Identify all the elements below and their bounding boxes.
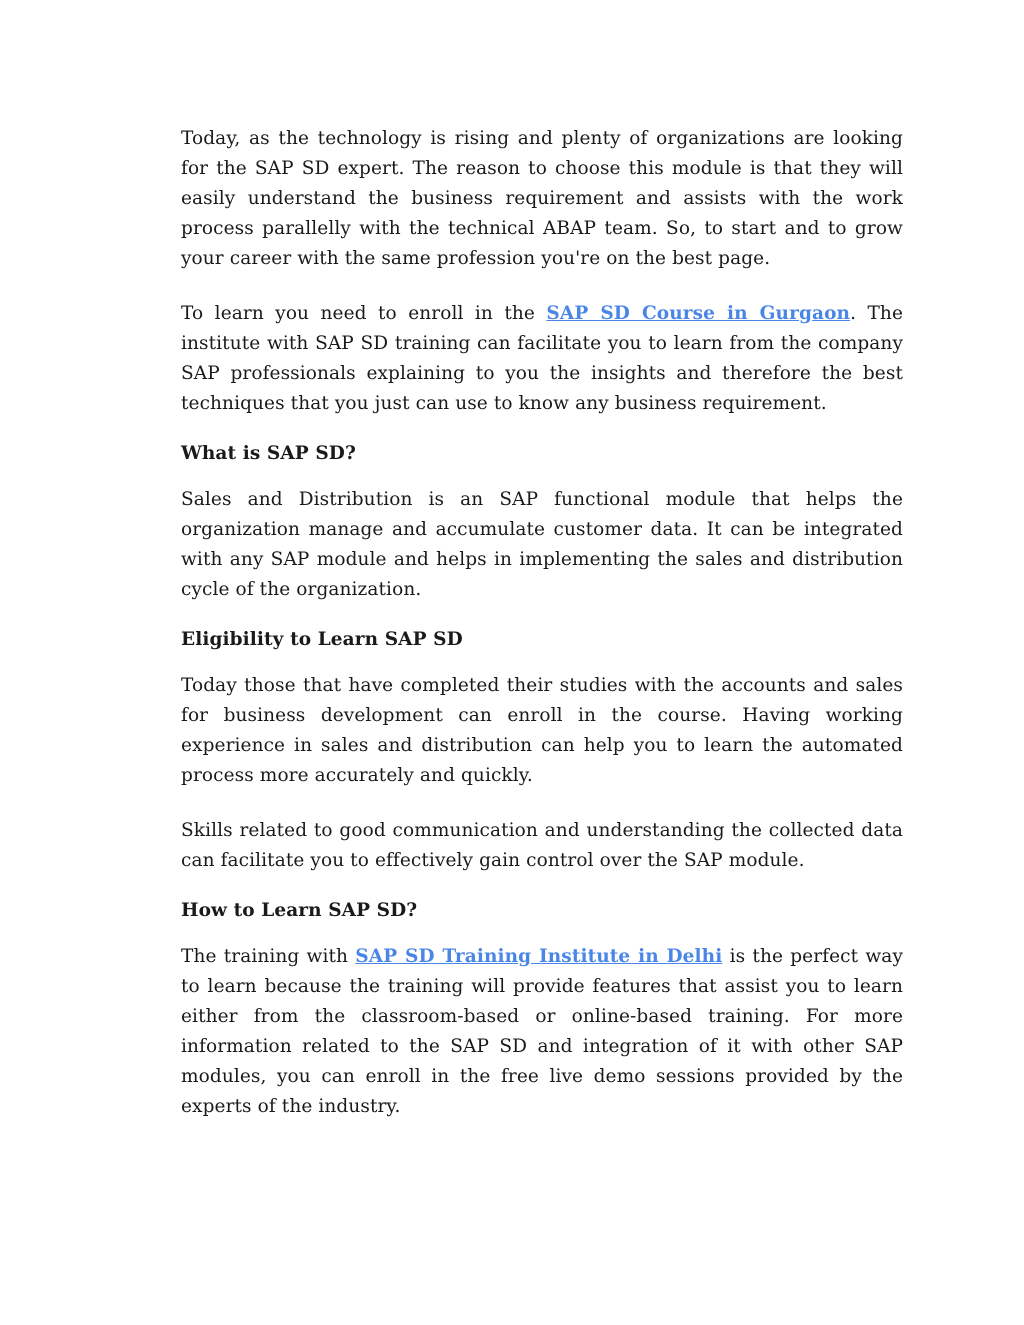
intro-paragraph: Today, as the technology is rising and plenty of organizations are looking for the SAP SD expert. The reason to choose this module is that they will easily understand the business requirement and assists with the work process parallelly with the technical ABAP team. So, to start and to grow your career with the same profession you're on the best page. bbox=[181, 128, 903, 269]
how-text-before: The training with bbox=[181, 946, 356, 967]
eligibility-paragraph-1: Today those that have completed their studies with the accounts and sales for business development can enroll in the course. Having working experience in sales and distribution can help you to learn the automated process more accurately and quickly. bbox=[181, 675, 903, 786]
how-to-paragraph bbox=[181, 942, 903, 1122]
how-text-after: is the perfect way to learn because the training will provide features that assist you to learn either from the classroom-based or online-based training. For more information related to the SAP SD and integration of it with other SAP modules, you can enroll in the free live demo sessions provided by the experts of the industry. bbox=[181, 946, 903, 1117]
sap-sd-course-gurgaon-link[interactable]: SAP SD Course in Gurgaon bbox=[546, 303, 851, 324]
what-is-heading: What is SAP SD? bbox=[181, 443, 356, 464]
eligibility-heading: Eligibility to Learn SAP SD bbox=[181, 629, 463, 650]
enroll-text-after: . The institute with SAP SD training can facilitate you to learn from the company SAP professionals explaining to you the insights and therefore the best techniques that you just can use to know any business requirement. bbox=[181, 303, 903, 414]
how-to-heading: How to Learn SAP SD? bbox=[181, 900, 418, 921]
sap-sd-training-delhi-link[interactable]: SAP SD Training Institute in Delhi bbox=[355, 946, 723, 967]
what-is-paragraph: Sales and Distribution is an SAP functional module that helps the organization manage and accumulate customer data. It can be integrated with any SAP module and helps in implementing the sales and distribution cycle of the organization. bbox=[181, 489, 903, 600]
enroll-paragraph bbox=[181, 299, 903, 419]
document-page bbox=[181, 124, 903, 1122]
enroll-text-before: To learn you need to enroll in the bbox=[181, 303, 547, 324]
eligibility-paragraph-2: Skills related to good communication and understanding the collected data can facilitate you to effectively gain control over the SAP module. bbox=[181, 820, 903, 871]
